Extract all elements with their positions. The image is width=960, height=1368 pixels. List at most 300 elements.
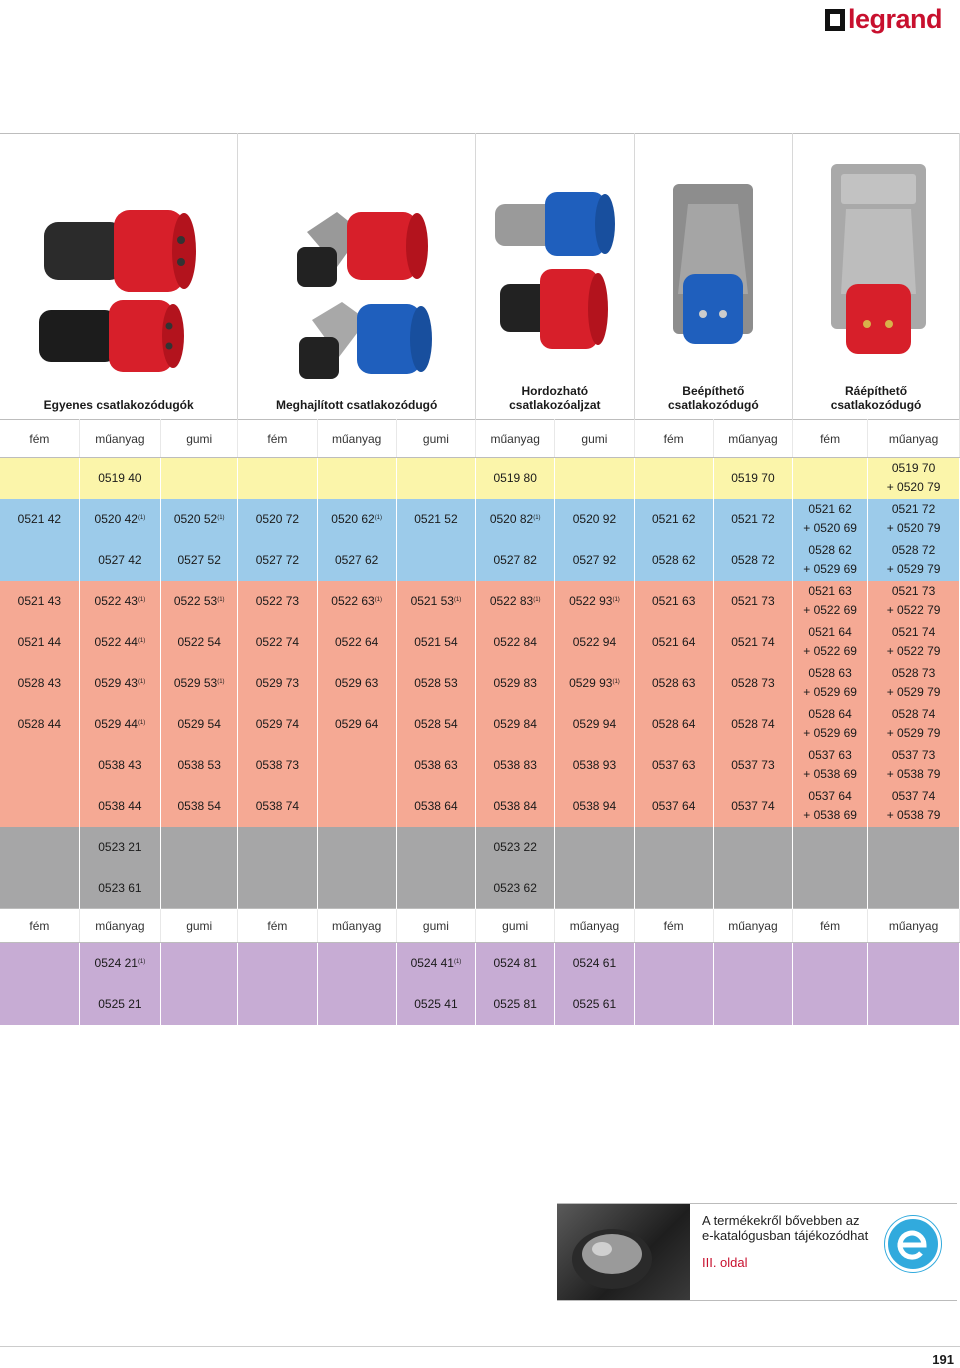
cell-line: 0528 63 <box>808 666 852 680</box>
table-cell <box>161 984 238 1025</box>
cell-line: + 0522 69 <box>803 644 857 658</box>
table-cell <box>868 786 960 827</box>
cell-value: 0529 53 <box>173 676 218 690</box>
table-cell <box>634 704 713 745</box>
table-cell <box>555 704 634 745</box>
cell-line: 0528 62 <box>808 543 852 557</box>
cell-value: 0521 52 <box>414 512 458 526</box>
table-cell <box>396 499 475 540</box>
table-cell <box>396 622 475 663</box>
cell-value: 0528 53 <box>414 676 458 690</box>
table-cell <box>713 786 792 827</box>
cell-value: 0521 43 <box>17 594 62 608</box>
cell-value: 0528 74 <box>731 717 775 731</box>
table-cell <box>161 540 238 581</box>
table-cell <box>476 827 555 868</box>
table-cell <box>634 458 713 499</box>
cell-value: 0529 84 <box>493 717 537 731</box>
table-cell <box>713 540 792 581</box>
brand-name: legrand <box>847 4 942 34</box>
footnote-mark: (1) <box>533 515 541 521</box>
table-cell <box>317 868 396 909</box>
table-cell <box>555 827 634 868</box>
cell-value: 0538 93 <box>572 758 617 772</box>
cell-value: 0519 80 <box>493 471 537 486</box>
table-cell <box>713 943 792 984</box>
table-cell <box>793 499 868 540</box>
cell-value: 0527 72 <box>255 553 300 567</box>
table-row <box>0 786 960 827</box>
cell-value: 0522 84 <box>493 635 537 649</box>
table-cell <box>161 499 238 540</box>
material-cell: műanyag <box>79 909 160 943</box>
material-row <box>0 909 960 943</box>
table-cell <box>713 622 792 663</box>
table-cell <box>868 868 960 909</box>
table-cell <box>0 827 79 868</box>
cell-value: 0529 54 <box>177 717 221 731</box>
footnote-mark: (1) <box>137 959 146 966</box>
header-label: Beépíthető csatlakozódugó <box>667 384 759 412</box>
table-cell <box>79 540 160 581</box>
cell-value: 0538 74 <box>255 799 300 813</box>
table-cell <box>868 622 960 663</box>
table-cell <box>713 868 792 909</box>
table-cell <box>79 622 160 663</box>
table-cell <box>0 458 79 499</box>
cell-line: + 0520 79 <box>886 480 941 495</box>
table-cell <box>79 663 160 704</box>
footnote-mark: (1) <box>612 597 620 603</box>
material-row <box>0 420 960 458</box>
cell-value: 0538 63 <box>414 758 458 772</box>
cell-line: + 0520 69 <box>803 521 857 535</box>
footnote-mark: (1) <box>217 679 225 685</box>
cell-value: 0528 72 <box>731 553 775 567</box>
table-cell <box>396 458 475 499</box>
material-cell: műanyag <box>713 909 792 943</box>
table-cell <box>634 827 713 868</box>
cell-line: + 0520 79 <box>886 521 941 535</box>
table-row <box>0 663 960 704</box>
table-cell <box>317 745 396 786</box>
material-cell: fém <box>238 909 317 943</box>
cell-value: 0527 42 <box>98 553 142 567</box>
table-cell <box>713 827 792 868</box>
cell-line: 0528 73 <box>891 666 936 680</box>
cell-value: 0529 83 <box>493 676 537 690</box>
legrand-mark-icon <box>825 9 845 31</box>
cell-line: + 0529 69 <box>803 726 857 740</box>
table-cell <box>713 745 792 786</box>
cell-value: 0537 74 <box>731 799 775 813</box>
table-cell <box>317 458 396 499</box>
table-cell <box>0 663 79 704</box>
cell-line: + 0529 79 <box>886 726 941 740</box>
cell-value: 0522 64 <box>334 635 379 649</box>
cell-value: 0525 41 <box>414 997 458 1011</box>
table-cell <box>238 745 317 786</box>
table-cell <box>868 704 960 745</box>
table-cell <box>238 458 317 499</box>
footnote-mark: (1) <box>137 597 146 603</box>
table-cell <box>79 458 160 499</box>
cell-value: 0538 43 <box>98 758 142 772</box>
cell-value: 0523 61 <box>98 880 142 895</box>
table-cell <box>238 786 317 827</box>
material-cell: műanyag <box>868 909 960 943</box>
cell-line: 0521 63 <box>808 584 852 598</box>
table-cell <box>634 622 713 663</box>
cell-value: 0522 74 <box>255 635 300 649</box>
table-cell <box>476 499 555 540</box>
cell-value: 0538 94 <box>572 799 617 813</box>
cell-line: 0528 74 <box>891 707 936 721</box>
cell-value: 0521 54 <box>414 635 458 649</box>
cell-value: 0521 44 <box>17 635 62 649</box>
table-row <box>0 581 960 622</box>
cell-line: 0521 64 <box>808 625 852 639</box>
table-cell <box>634 745 713 786</box>
table-row <box>0 704 960 745</box>
table-cell <box>161 745 238 786</box>
table-cell <box>396 540 475 581</box>
cell-value: 0538 73 <box>255 758 300 772</box>
cell-line: 0537 74 <box>891 789 936 803</box>
table-cell <box>79 786 160 827</box>
promo-page-link[interactable]: III. oldal <box>702 1255 748 1270</box>
cell-value: 0522 63 <box>331 594 375 608</box>
table-cell <box>476 868 555 909</box>
table-cell <box>238 499 317 540</box>
footnote-mark: (1) <box>217 515 225 521</box>
table-cell <box>793 663 868 704</box>
table-cell <box>238 943 317 984</box>
table-row <box>0 458 960 499</box>
table-cell <box>868 827 960 868</box>
header-surface-plug <box>793 134 960 420</box>
cell-value: 0519 70 <box>731 471 775 486</box>
table-cell <box>79 984 160 1025</box>
material-cell: fém <box>238 420 317 458</box>
table-cell <box>238 827 317 868</box>
table-cell <box>868 984 960 1025</box>
cell-value: 0521 62 <box>651 512 696 526</box>
header-straight-plugs <box>0 134 238 420</box>
table-row <box>0 943 960 984</box>
table-cell <box>317 663 396 704</box>
table-row <box>0 540 960 581</box>
table-cell <box>396 786 475 827</box>
table-cell <box>79 581 160 622</box>
cell-value: 0521 63 <box>651 594 696 608</box>
table-cell <box>793 581 868 622</box>
angled-plug-image <box>267 192 447 392</box>
table-cell <box>713 581 792 622</box>
table-cell <box>555 581 634 622</box>
cell-value: 0529 64 <box>334 717 379 731</box>
table-cell <box>238 663 317 704</box>
table-cell <box>0 622 79 663</box>
cell-line: 0519 70 <box>891 461 936 476</box>
table-cell <box>713 984 792 1025</box>
cell-value: 0538 44 <box>98 799 142 813</box>
cell-value: 0522 93 <box>569 594 613 608</box>
table-cell <box>476 622 555 663</box>
footnote-mark: (1) <box>612 679 620 685</box>
cell-value: 0520 52 <box>173 512 218 526</box>
table-cell <box>396 827 475 868</box>
table-cell <box>79 499 160 540</box>
table-cell <box>161 868 238 909</box>
material-cell: műanyag <box>79 420 160 458</box>
portable-socket-image <box>485 164 625 364</box>
cell-line: + 0529 69 <box>803 685 857 699</box>
cell-line: + 0522 79 <box>886 603 941 617</box>
table-cell <box>0 540 79 581</box>
material-cell: műanyag <box>868 420 960 458</box>
table-cell <box>793 540 868 581</box>
cell-value: 0522 43 <box>94 594 138 608</box>
table-cell <box>868 663 960 704</box>
table-cell <box>317 622 396 663</box>
material-cell: műanyag <box>713 420 792 458</box>
cell-line: 0528 64 <box>808 707 852 721</box>
table-cell <box>79 943 160 984</box>
table-cell <box>793 786 868 827</box>
footnote-mark: (1) <box>137 638 146 644</box>
table-cell <box>79 704 160 745</box>
table-cell <box>317 984 396 1025</box>
table-cell <box>317 827 396 868</box>
table-cell <box>238 622 317 663</box>
table-row <box>0 745 960 786</box>
footnote-mark: (1) <box>374 597 383 603</box>
cell-value: 0537 64 <box>651 799 696 813</box>
cell-value: 0522 53 <box>173 594 218 608</box>
cell-value: 0528 54 <box>414 717 458 731</box>
table-cell <box>317 499 396 540</box>
promo-line-1: A termékekről bővebben az <box>702 1213 860 1228</box>
table-cell <box>0 745 79 786</box>
table-cell <box>476 984 555 1025</box>
cell-line: 0521 62 <box>808 502 852 516</box>
cell-value: 0520 72 <box>255 512 300 526</box>
table-cell <box>793 943 868 984</box>
cell-line: 0537 63 <box>808 748 852 762</box>
cell-line: + 0522 79 <box>886 644 941 658</box>
material-cell: fém <box>634 420 713 458</box>
table-cell <box>161 581 238 622</box>
material-cell: műanyag <box>476 420 555 458</box>
footnote-mark: (1) <box>453 597 462 603</box>
footnote-mark: (1) <box>453 959 462 966</box>
header-angled-plug <box>238 134 476 420</box>
table-cell <box>476 745 555 786</box>
table-cell <box>713 458 792 499</box>
mouse-photo <box>557 1204 690 1300</box>
cell-value: 0529 63 <box>334 676 379 690</box>
table-cell <box>317 540 396 581</box>
table-cell <box>317 786 396 827</box>
cell-value: 0521 74 <box>731 635 775 649</box>
header-label: Ráépíthető csatlakozódugó <box>830 384 922 412</box>
cell-value: 0537 63 <box>651 758 696 772</box>
footnote-mark: (1) <box>137 720 146 726</box>
cell-value: 0527 82 <box>493 553 537 567</box>
cell-value: 0519 40 <box>98 471 142 486</box>
table-cell <box>476 458 555 499</box>
surface-plug-image <box>801 154 951 364</box>
cell-line: 0521 72 <box>891 502 936 516</box>
cell-line: 0537 73 <box>891 748 936 762</box>
product-table <box>0 133 960 1025</box>
cell-line: 0537 64 <box>808 789 852 803</box>
cell-value: 0520 62 <box>331 512 375 526</box>
cell-line: + 0522 69 <box>803 603 857 617</box>
cell-value: 0520 42 <box>94 512 138 526</box>
promo-text <box>702 1213 868 1243</box>
material-cell: gumi <box>555 420 634 458</box>
table-cell <box>555 622 634 663</box>
table-cell <box>161 786 238 827</box>
cell-line: + 0538 79 <box>886 767 941 781</box>
table-cell <box>555 499 634 540</box>
table-cell <box>0 943 79 984</box>
cell-value: 0529 43 <box>94 676 138 690</box>
table-cell <box>793 622 868 663</box>
table-row <box>0 827 960 868</box>
table-cell <box>396 943 475 984</box>
table-cell <box>868 745 960 786</box>
table-cell <box>161 663 238 704</box>
cell-value: 0538 84 <box>493 799 537 813</box>
material-cell: fém <box>0 909 79 943</box>
cell-value: 0527 62 <box>334 553 379 567</box>
cell-value: 0522 83 <box>489 594 534 608</box>
cell-value: 0528 73 <box>731 676 775 690</box>
table-cell <box>79 827 160 868</box>
table-cell <box>634 581 713 622</box>
header-portable-socket <box>476 134 635 420</box>
cell-value: 0524 41 <box>410 956 454 971</box>
cell-value: 0529 74 <box>255 717 300 731</box>
cell-value: 0521 72 <box>731 512 775 526</box>
table-cell <box>317 581 396 622</box>
table-cell <box>0 786 79 827</box>
table-cell <box>555 943 634 984</box>
table-cell <box>634 540 713 581</box>
table-cell <box>476 943 555 984</box>
footnote-mark: (1) <box>217 597 225 603</box>
footnote-mark: (1) <box>137 679 146 685</box>
cell-value: 0520 82 <box>489 512 534 526</box>
table-cell <box>868 540 960 581</box>
table-cell <box>161 622 238 663</box>
table-cell <box>634 868 713 909</box>
table-cell <box>396 868 475 909</box>
table-cell <box>868 458 960 499</box>
promo-line-2: e-katalógusban tájékozódhat <box>702 1228 869 1243</box>
table-cell <box>238 868 317 909</box>
table-cell <box>238 984 317 1025</box>
table-cell <box>396 581 475 622</box>
e-catalog-icon[interactable] <box>885 1216 941 1272</box>
table-row <box>0 499 960 540</box>
table-cell <box>868 943 960 984</box>
cell-value: 0523 21 <box>98 840 142 854</box>
header-panel-plug <box>634 134 793 420</box>
e-catalog-promo[interactable] <box>557 1203 957 1301</box>
cell-value: 0523 62 <box>493 880 537 895</box>
table-cell <box>476 786 555 827</box>
page-number: 191 <box>932 1352 954 1367</box>
cell-value: 0538 53 <box>177 758 221 772</box>
table-cell <box>396 704 475 745</box>
table-cell <box>0 868 79 909</box>
table-cell <box>161 943 238 984</box>
table-cell <box>476 663 555 704</box>
table-cell <box>317 704 396 745</box>
table-cell <box>555 663 634 704</box>
cell-value: 0525 81 <box>493 997 537 1011</box>
cell-line: + 0529 79 <box>886 562 941 576</box>
cell-value: 0525 21 <box>98 997 142 1011</box>
table-cell <box>161 704 238 745</box>
material-cell: gumi <box>476 909 555 943</box>
legrand-logo <box>825 6 942 33</box>
cell-value: 0528 62 <box>651 553 696 567</box>
cell-value: 0537 73 <box>731 758 775 772</box>
cell-line: + 0538 79 <box>886 808 941 822</box>
table-cell <box>476 581 555 622</box>
cell-value: 0523 22 <box>493 840 537 854</box>
table-cell <box>634 943 713 984</box>
cell-value: 0528 43 <box>17 676 62 690</box>
table-cell <box>555 745 634 786</box>
material-cell: műanyag <box>317 909 396 943</box>
material-cell: műanyag <box>555 909 634 943</box>
cell-value: 0529 94 <box>572 717 617 731</box>
header-label: Meghajlított csatlakozódugó <box>276 398 438 412</box>
table-cell <box>713 499 792 540</box>
table-cell <box>396 663 475 704</box>
cell-value: 0529 93 <box>569 676 613 690</box>
header-label: Egyenes csatlakozódugók <box>43 398 194 412</box>
table-cell <box>0 499 79 540</box>
table-cell <box>555 540 634 581</box>
cell-value: 0522 44 <box>94 635 138 649</box>
cell-value: 0528 63 <box>651 676 696 690</box>
table-cell <box>793 827 868 868</box>
table-cell <box>476 704 555 745</box>
header-label: Hordozható csatlakozóaljzat <box>509 384 601 412</box>
material-cell: gumi <box>396 909 475 943</box>
table-cell <box>868 581 960 622</box>
table-cell <box>238 540 317 581</box>
table-row <box>0 622 960 663</box>
footer-rule <box>0 1346 960 1347</box>
table-cell <box>793 984 868 1025</box>
material-cell: fém <box>634 909 713 943</box>
cell-line: + 0529 79 <box>886 685 941 699</box>
table-cell <box>634 786 713 827</box>
table-row <box>0 868 960 909</box>
cell-value: 0522 54 <box>177 635 221 649</box>
cell-value: 0538 64 <box>414 799 458 813</box>
table-cell <box>634 984 713 1025</box>
material-cell: műanyag <box>317 420 396 458</box>
